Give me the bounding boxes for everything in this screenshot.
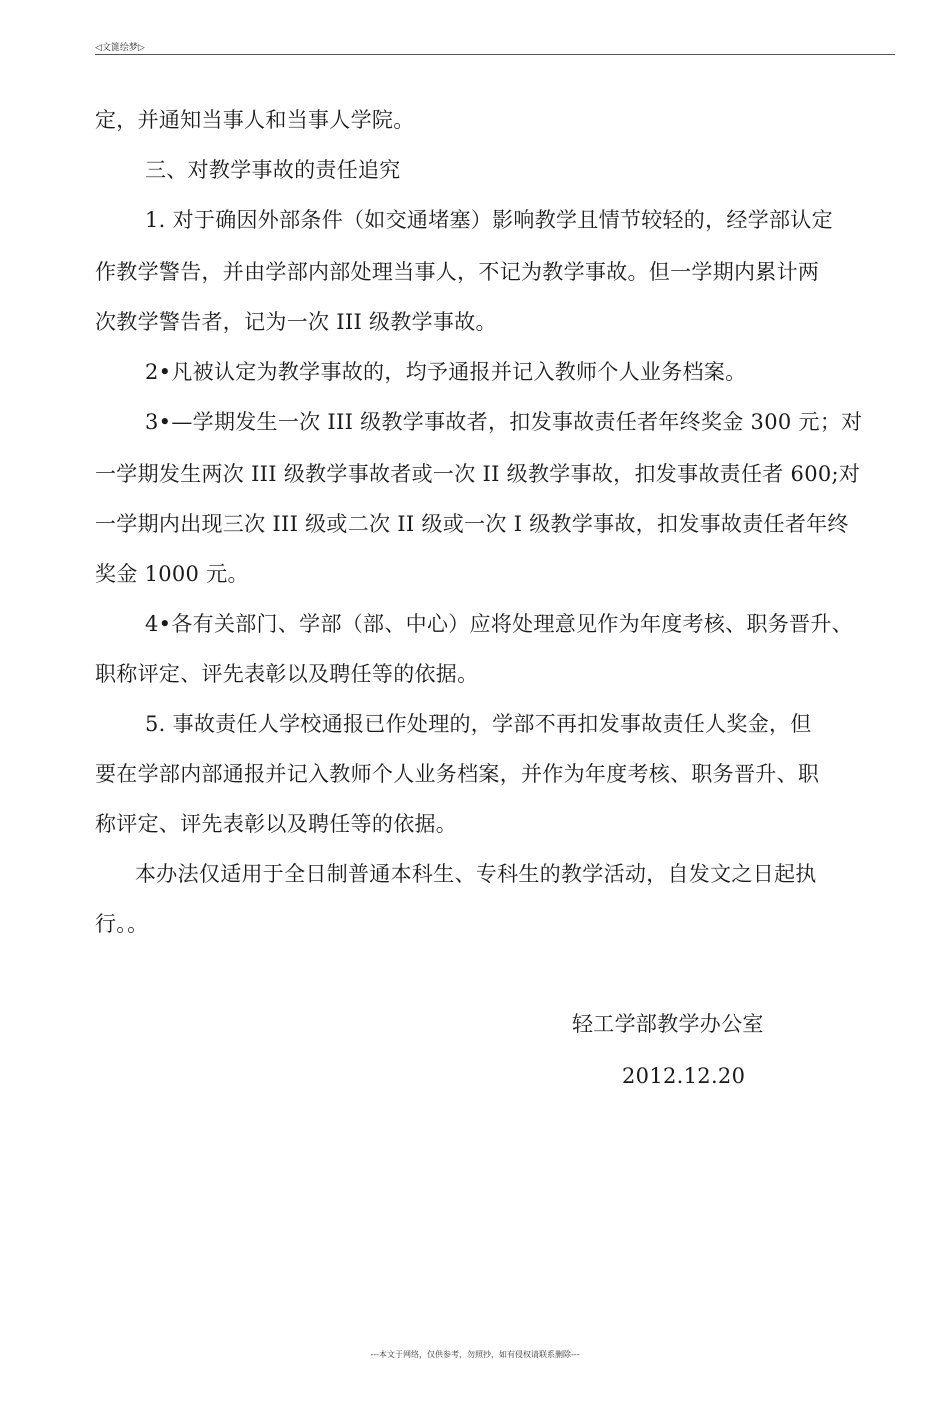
body-line: 定，并通知当事人和当事人学院。	[95, 108, 415, 132]
section-heading: 三、对教学事故的责任追究	[145, 158, 401, 182]
page-header	[95, 38, 895, 55]
body-line: 5. 事故责任人学校通报已作处理的，学部不再扣发事故责任人奖金，但	[145, 712, 812, 736]
signature-date: 2012.12.20	[622, 1064, 746, 1088]
body-line: 1. 对于确因外部条件（如交通堵塞）影响教学且情节较轻的，经学部认定	[145, 208, 833, 232]
body-line: 本办法仅适用于全日制普通本科生、专科生的教学活动，自发文之日起执	[135, 862, 817, 886]
header-logo-text: ◁文篦绘梦▷	[95, 43, 145, 53]
body-line: 要在学部内部通报并记入教师个人业务档案，并作为年度考核、职务晋升、职	[95, 762, 820, 786]
page-footer: ---本文于网络，仅供参考，勿照抄，如有侵权请联系删除---	[370, 1350, 580, 1359]
body-line: 称评定、评先表彰以及聘任等的依据。	[95, 812, 458, 836]
body-line: 次教学警告者，记为一次 III 级教学事故。	[95, 310, 497, 334]
body-line: 行。。	[95, 912, 149, 936]
body-line: 一学期内出现三次 III 级或二次 II 级或一次 I 级教学事故，扣发事故责任者年终	[95, 512, 849, 536]
body-line: 职称评定、评先表彰以及聘任等的依据。	[95, 662, 479, 686]
body-line: 作教学警告，并由学部内部处理当事人，不记为教学事故。但一学期内累计两	[95, 260, 820, 284]
body-line: 2•凡被认定为教学事故的，均予通报并记入教师个人业务档案。	[145, 360, 747, 384]
body-line: 3•—学期发生一次 III 级教学事故者，扣发事故责任者年终奖金 300 元；对	[145, 410, 863, 434]
signature-office: 轻工学部教学办公室	[572, 1012, 764, 1036]
body-line: 4•各有关部门、学部（部、中心）应将处理意见作为年度考核、职务晋升、	[145, 612, 853, 636]
body-line: 奖金 1000 元。	[95, 562, 249, 586]
body-line: 一学期发生两次 III 级教学事故者或一次 II 级教学事故，扣发事故责任者 600;对	[95, 462, 861, 486]
